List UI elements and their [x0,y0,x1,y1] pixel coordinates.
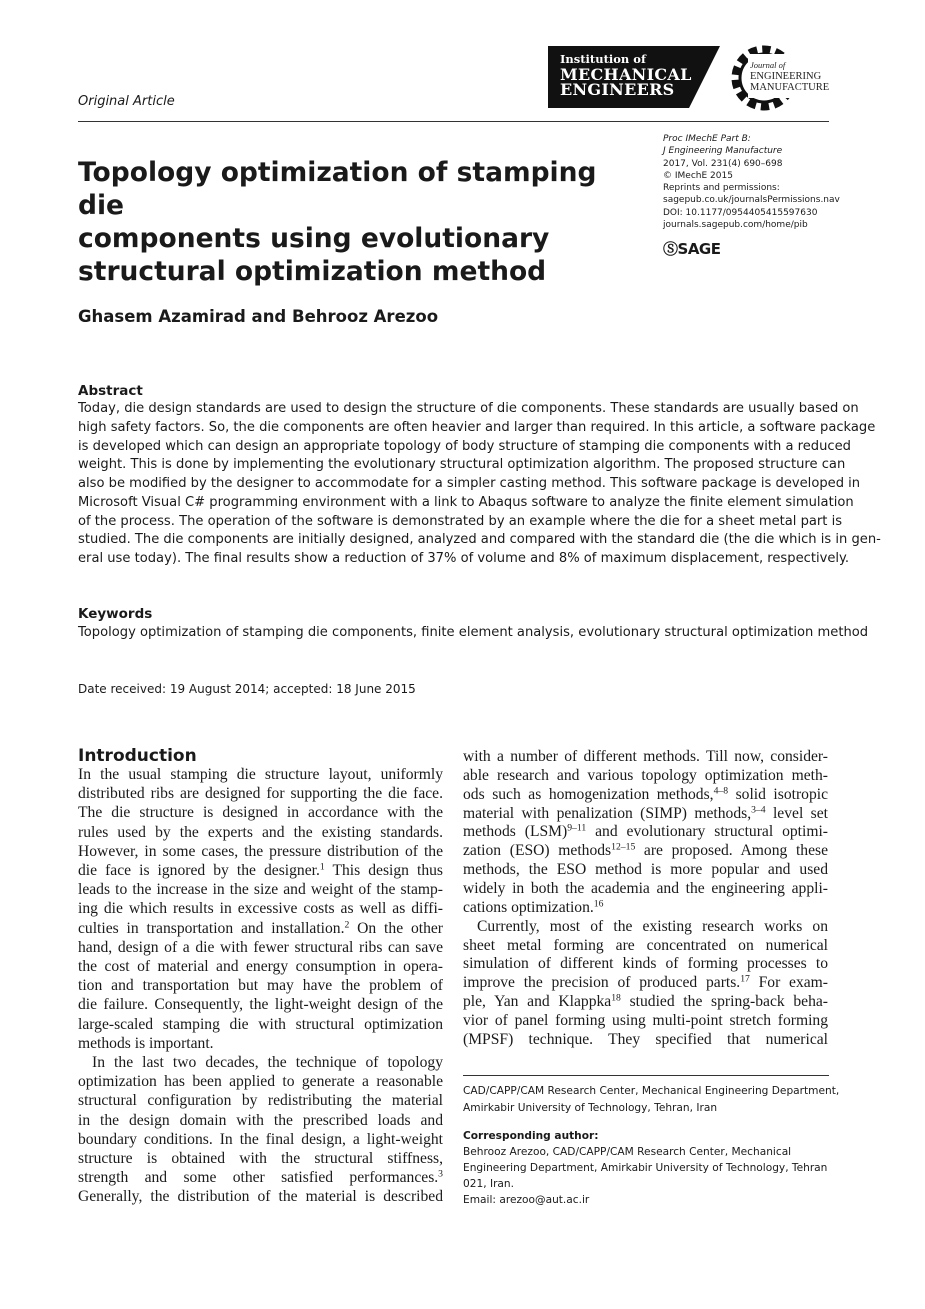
dates: Date received: 19 August 2014; accepted: 18 June 2015 [78,682,416,696]
body-text-line: with a number of different methods. Till now, consider- [463,748,828,765]
meta-line: sagepub.co.uk/journalsPermissions.nav [663,195,840,206]
journal-prefix: Journal of [750,60,786,70]
body-text-line: simulation of different kinds of forming processes to [463,955,828,973]
body-text-line: hand, design of a die with fewer structural ribs can save [78,938,443,956]
body-text-line: the cost of material and energy consumption in opera- [78,958,443,975]
abstract-line: is developed which can design an appropriate topology of body structure of stamping die components with a reduced [78,438,851,454]
body-text-line: material with penalization (SIMP) methods,$^{3-4}$ level set [463,804,828,822]
corresponding-author-line: 021, Iran. [463,1178,515,1190]
citation-superscript: 2 [344,919,350,931]
body-text-line: structure is obtained with the structural stiffness, [78,1150,443,1167]
citation-superscript: 3 [438,1168,443,1180]
logo-line: ENGINEERS [560,80,675,99]
body-text-line: tion and transportation but may have the problem of [78,977,443,995]
corresponding-author-line: Behrooz Arezoo, CAD/CAPP/CAM Research Center, Mechanical [463,1146,792,1158]
citation-superscript: 17 [740,973,750,985]
body-text-line: culties in transportation and installation.$^2$ On the other [78,919,443,937]
meta-line: DOI: 10.1177/0954405415597630 [663,207,818,218]
body-text-line: in the design domain with the prescribed loads and [78,1111,443,1129]
body-text-line: The die structure is designed in accordance with the [78,804,443,822]
imeche-logo-text [560,52,692,97]
journal-name-line: ENGINEERING [750,71,822,82]
meta-line: J Engineering Manufacture [663,146,783,157]
body-text-line: die failure. Consequently, the light-weight design of the [78,996,443,1014]
body-text-line: able research and various topology optimization meth- [463,766,828,784]
body-text-line: ods such as homogenization methods,$^{4-8}$ solid isotropic [463,785,828,803]
header-rule [78,121,829,122]
body-text-line: improve the precision of produced parts.$^{17}$ For exam- [463,973,829,992]
title-line: structural optimization method [78,256,547,287]
journal-logo-text [750,60,829,93]
meta-line: 2017, Vol. 231(4) 690–698 [663,158,783,169]
authors: Ghasem Azamirad and Behrooz Arezoo [78,307,439,326]
body-text-line: optimization has been applied to generate a reasonable [78,1073,443,1091]
meta-line: Reprints and permissions: [663,183,780,194]
body-text-line: die face is ignored by the designer.$^1$ This design thus [78,861,443,879]
article-type: Original Article [78,94,175,109]
citation-superscript: 4–8 [713,785,729,797]
body-text-line: strength and some other satisfied performances.$^3$ [78,1168,443,1187]
body-text-line: cations optimization.$^{16}$ [463,898,604,916]
body-text-line: ing die which results in excessive costs as well as diffi- [78,900,443,918]
body-text-line: structural configuration by redistributing the material [78,1092,443,1110]
footnote-rule [463,1075,829,1076]
publication-meta [663,133,840,231]
body-text-line: In the usual stamping die structure layout, uniformly [78,766,443,783]
abstract-line: Microsoft Visual C# programming environment with a link to Abaqus software to analyze the finite element simulation [78,494,854,510]
body-text-line: In the last two decades, the technique of topology [92,1054,443,1071]
citation-superscript: 18 [611,992,621,1004]
abstract-line: also be modified by the designer to accommodate for a simpler casting method. This software package is developed in [78,476,861,491]
abstract-line: of the process. The operation of the software is demonstrated by an example where the die for a sheet metal part is [78,513,843,529]
body-text-line: Generally, the distribution of the material is described [78,1188,443,1206]
body-text-line: sheet metal forming are concentrated on numerical [463,936,828,954]
corresponding-author-line: Email: arezoo@aut.ac.ir [463,1194,590,1206]
body-text-line: leads to the increase in the size and weight of the stamp- [78,881,443,899]
meta-line: © IMechE 2015 [663,170,733,181]
body-text-line: (MPSF) technique. They specified that numerical [463,1030,828,1048]
body-text-line: methods is important. [78,1034,214,1052]
corresponding-author-label: Corresponding author: [463,1130,599,1142]
abstract-line: eral use today). The final results show a reduction of 37% of volume and 8% of maximum displacement, respectively. [78,551,850,566]
citation-superscript: 16 [593,898,604,910]
keywords-heading: Keywords [78,606,153,622]
abstract-line: Today, die design standards are used to design the structure of die components. These standards are usually based on [78,401,859,416]
corresponding-author-line: Engineering Department, Amirkabir University of Technology, Tehran [463,1162,828,1174]
journal-name-line: MANUFACTURE [750,82,830,93]
logo-line: MECHANICAL [560,65,692,84]
sage-logo-text: SAGE [677,240,721,258]
body-text-line: vior of panel forming using multi-point stretch forming [463,1011,828,1029]
title-line: Topology optimization of stamping die [78,157,597,221]
meta-line: Proc IMechE Part B: [663,134,751,144]
citation-superscript: 3–4 [751,804,766,816]
body-text-line: Currently, most of the existing research works on [477,917,828,935]
abstract-line: weight. This is done by implementing the evolutionary structural optimization algorithm. The proposed structure can [78,457,846,473]
body-text-line: distributed ribs are designed for supporting the die face. [78,785,443,803]
body-text-line: zation (ESO) methods$^{12-15}$ are proposed. Among these [463,841,828,860]
sage-logo: ⓈSAGE [663,240,721,258]
abstract-line: high safety factors. So, the die components are often heavier and larger than required. In this article, a software package [78,419,876,435]
body-text-line: ple, Yan and Klappka$^{18}$ studied the spring-back beha- [463,992,828,1011]
body-text-line: large-scaled stamping die with structural optimization [78,1015,443,1033]
body-text-line: methods, the ESO method is more popular and used [463,861,828,879]
affiliation-line: CAD/CAPP/CAM Research Center, Mechanical Engineering Department, [463,1085,840,1097]
article-title [78,156,638,288]
body-text-line: methods (LSM)$^{9-11}$ and evolutionary structural optimi- [463,823,828,841]
citation-superscript: 12–15 [611,841,636,853]
logo-line: Institution of [560,52,646,66]
body-text-line: However, in some cases, the pressure distribution of the [78,842,443,860]
keywords-text: Topology optimization of stamping die components, finite element analysis, evolutionary structural optimization method [78,625,869,640]
body-text-line: rules used by the experts and the existing standards. [78,823,443,841]
title-line: components using evolutionary [78,223,550,254]
introduction-heading: Introduction [78,746,197,766]
citation-superscript: 9–11 [567,823,587,835]
abstract-heading: Abstract [78,383,143,399]
meta-line: journals.sagepub.com/home/pib [663,220,808,231]
body-text-line: widely in both the academia and the engineering appli- [463,879,828,897]
body-text-line: boundary conditions. In the final design, a light-weight [78,1130,443,1148]
citation-superscript: 1 [319,861,325,873]
affiliation-line: Amirkabir University of Technology, Tehran, Iran [463,1101,718,1114]
abstract-line: studied. The die components are initially designed, analyzed and compared with the standard die (the die which is in gen- [78,532,881,548]
